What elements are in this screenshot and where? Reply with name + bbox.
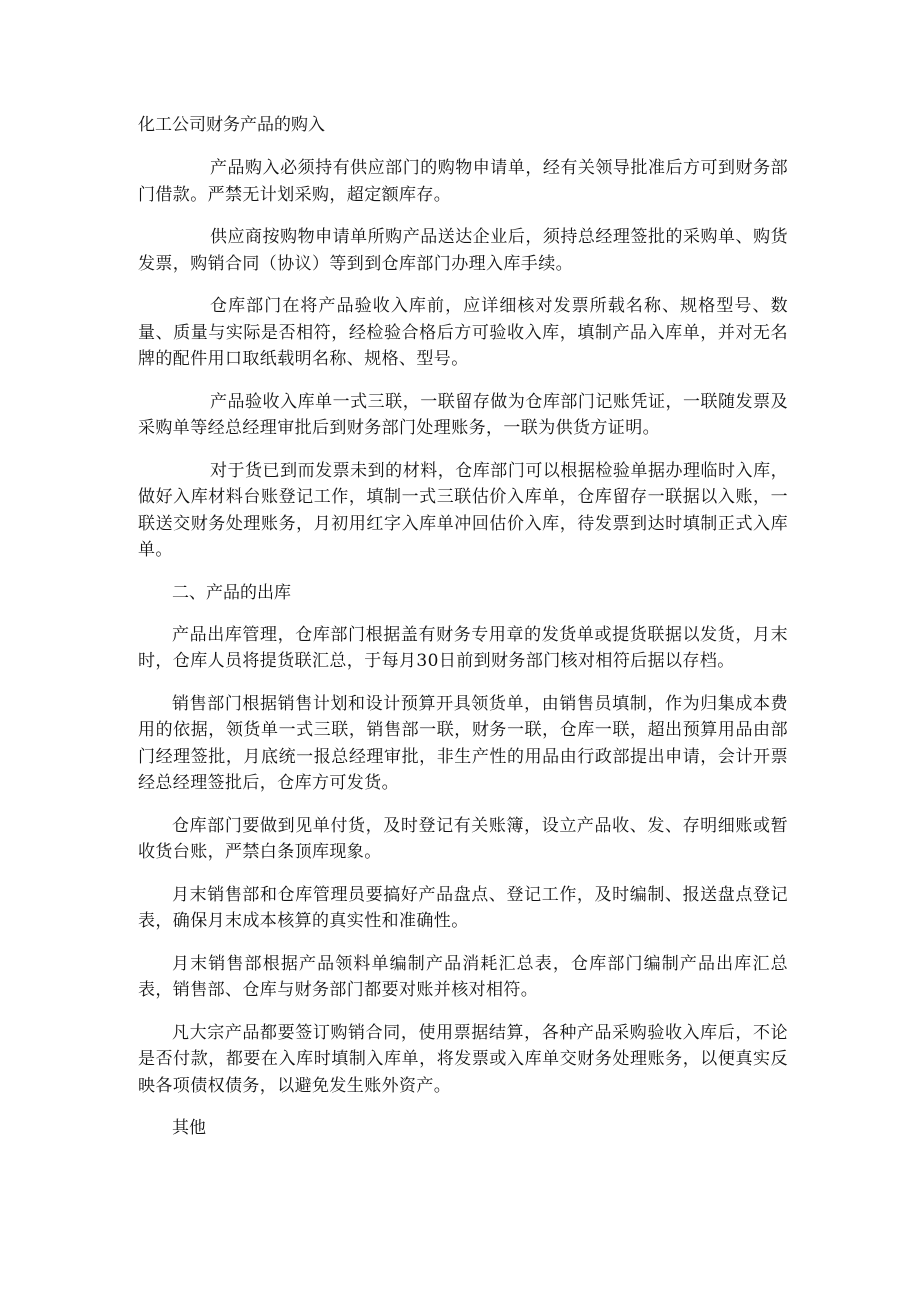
paragraph-warehouse-ledger: 仓库部门要做到见单付货，及时登记有关账簿，设立产品收、发、存明细账或暂收货台账，严禁白条顶库现象。: [138, 815, 788, 862]
document-page: [138, 112, 788, 1157]
paragraph-month-end-inventory: 月末销售部和仓库管理员要搞好产品盘点、登记工作，及时编制、报送盘点登记表，确保月末成本核算的真实性和准确性。: [138, 884, 788, 931]
section-heading-outbound: 二、产品的出库: [172, 582, 291, 603]
paragraph-inspection: 仓库部门在将产品验收入库前，应详细核对发票所载名称、规格型号、数量、质量与实际是否相符，经检验合格后方可验收入库，填制产品入库单，并对无名牌的配件用口取纸载明名称、规格、型号。: [138, 296, 788, 369]
paragraph-purchase-request: 产品购入必须持有供应部门的购物申请单，经有关领导批准后方可到财务部门借款。严禁无计划采购，超定额库存。: [138, 158, 788, 205]
paragraph-outbound-management: 产品出库管理，仓库部门根据盖有财务专用章的发货单或提货联据以发货，月末时，仓库人员将提货联汇总，于每月30日前到财务部门核对相符后据以存档。: [138, 624, 788, 671]
paragraph-consumption-summary: 月末销售部根据产品领料单编制产品消耗汇总表，仓库部门编制产品出库汇总表，销售部、仓库与财务部门都要对账并核对相符。: [138, 953, 788, 1000]
section-heading-other: 其他: [172, 1118, 206, 1138]
paragraph-supplier-delivery: 供应商按购物申请单所购产品送达企业后，须持总经理签批的采购单、购货发票，购销合同（协议）等到到仓库部门办理入库手续。: [138, 227, 788, 274]
paragraph-provisional-receipt: 对于货已到而发票未到的材料，仓库部门可以根据检验单据办理临时入库，做好入库材料台账登记工作，填制一式三联估价入库单，仓库留存一联据以入账，一联送交财务处理账务，月初用红字入库单冲回估价入库，待发票到达时填制正式入库单。: [138, 460, 788, 560]
paragraph-sales-requisition: 销售部门根据销售计划和设计预算开具领货单，由销售员填制，作为归集成本费用的依据，领货单一式三联，销售部一联，财务一联，仓库一联，超出预算用品由部门经理签批，月底统一报总经理审批，非生产性的用品由行政部提出申请，会计开票经总经理签批后，仓库方可发货。: [138, 693, 788, 793]
document-title: 化工公司财务产品的购入: [138, 115, 325, 135]
paragraph-bulk-contracts: 凡大宗产品都要签订购销合同，使用票据结算，各种产品采购验收入库后，不论是否付款，都要在入库时填制入库单，将发票或入库单交财务处理账务，以便真实反映各项债权债务，以避免发生账外资产。: [138, 1022, 788, 1096]
paragraph-receipt-copies: 产品验收入库单一式三联，一联留存做为仓库部门记账凭证，一联随发票及采购单等经总经理审批后到财务部门处理账务，一联为供货方证明。: [138, 391, 788, 438]
